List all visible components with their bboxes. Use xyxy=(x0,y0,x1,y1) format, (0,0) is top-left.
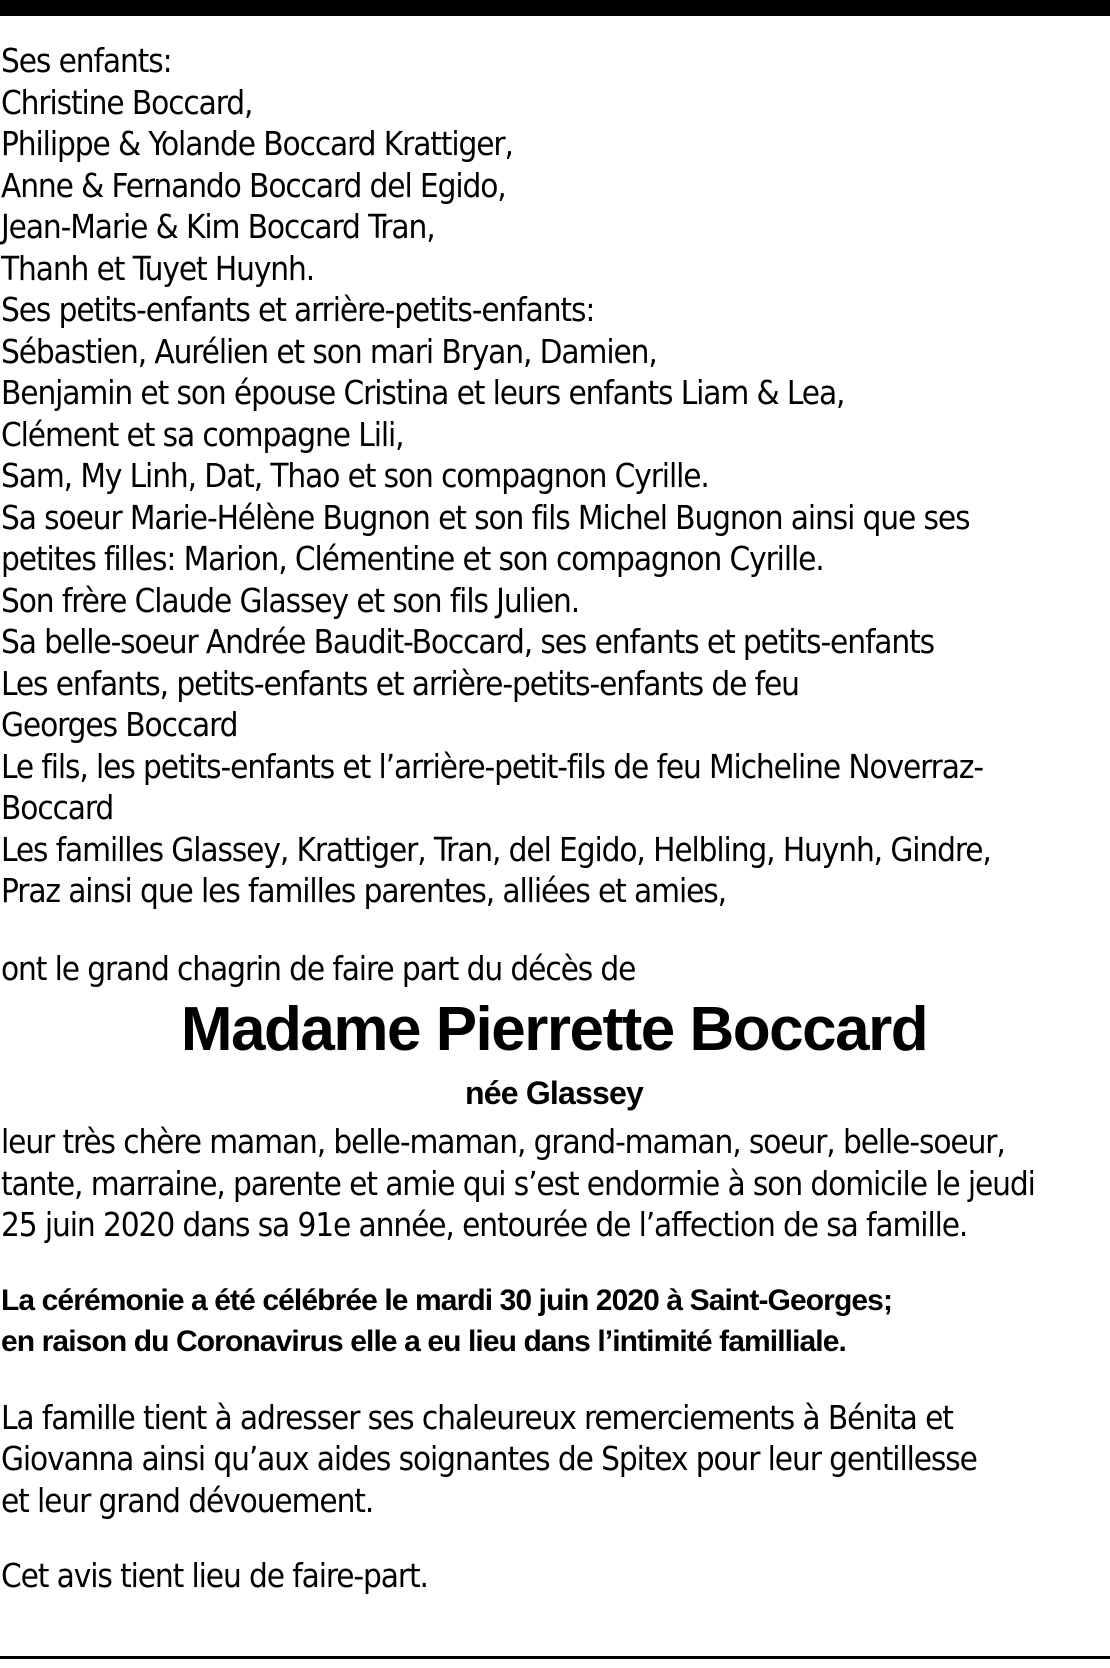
thanks-line: La famille tient à adresser ses chaleureux remerciements à Bénita et xyxy=(1,1397,953,1437)
spacer xyxy=(1,912,1107,948)
bottom-border-rule xyxy=(0,1656,1110,1659)
family-line: Anne & Fernando Boccard del Egido, xyxy=(1,165,506,205)
family-line: Clément et sa compagne Lili, xyxy=(1,414,404,454)
family-line: petites filles: Marion, Clémentine et son compagnon Cyrille. xyxy=(1,539,824,578)
announcement-intro: ont le grand chagrin de faire part du décès de xyxy=(1,948,636,988)
ceremony-line: en raison du Coronavirus elle a eu lieu dans l’intimité familliale. xyxy=(1,1325,846,1358)
family-line: Ses petits-enfants et arrière-petits-enfants: xyxy=(1,290,595,329)
description-line: tante, marraine, parente et amie qui s’est endormie à son domicile le jeudi xyxy=(1,1163,1035,1203)
family-line: Georges Boccard xyxy=(1,705,238,744)
family-line: Philippe & Yolande Boccard Krattiger, xyxy=(1,124,513,163)
obituary-notice xyxy=(1,40,1107,1597)
family-line: Les enfants, petits-enfants et arrière-petits-enfants de feu xyxy=(1,663,799,703)
top-border-rule xyxy=(0,0,1110,16)
description-line: 25 juin 2020 dans sa 91e année, entourée de l’affection de sa famille. xyxy=(1,1205,968,1244)
thanks-paragraph xyxy=(1,1397,1107,1522)
family-line: Les familles Glassey, Krattiger, Tran, del Egido, Helbling, Huynh, Gindre, xyxy=(1,829,991,869)
family-line: Son frère Claude Glassey et son fils Julien. xyxy=(1,580,580,620)
ceremony-line: La cérémonie a été célébrée le mardi 30 juin 2020 à Saint-Georges; xyxy=(1,1283,893,1317)
family-line: Boccard xyxy=(1,788,114,827)
family-line: Sa belle-soeur Andrée Baudit-Boccard, ses enfants et petits-enfants xyxy=(1,622,935,661)
family-line: Sébastien, Aurélien et son mari Bryan, Damien, xyxy=(1,331,657,371)
family-line: Jean-Marie & Kim Boccard Tran, xyxy=(1,207,435,246)
closing-note xyxy=(1,1555,1107,1597)
family-line: Praz ainsi que les familles parentes, alliées et amies, xyxy=(1,871,726,910)
family-line: Ses enfants: xyxy=(1,41,172,80)
thanks-line: et leur grand dévouement. xyxy=(1,1480,374,1520)
family-line: Christine Boccard, xyxy=(1,82,253,122)
family-line: Le fils, les petits-enfants et l’arrière-petit-fils de feu Micheline Noverraz- xyxy=(1,746,983,786)
deceased-name: Madame Pierrette Boccard xyxy=(180,995,928,1064)
family-line: Sa soeur Marie-Hélène Bugnon et son fils Michel Bugnon ainsi que ses xyxy=(1,497,970,537)
thanks-line: Giovanna ainsi qu’aux aides soignantes de Spitex pour leur gentillesse xyxy=(1,1439,977,1478)
family-list xyxy=(1,40,1107,912)
ceremony-notice xyxy=(1,1280,1107,1363)
description-line: leur très chère maman, belle-maman, grand-maman, soeur, belle-soeur, xyxy=(1,1122,1005,1161)
deceased-description xyxy=(1,1121,1107,1246)
closing-line: Cet avis tient lieu de faire-part. xyxy=(1,1556,428,1595)
maiden-name: née Glassey xyxy=(465,1075,643,1111)
family-line: Benjamin et son épouse Cristina et leurs enfants Liam & Lea, xyxy=(1,373,845,412)
family-line: Thanh et Tuyet Huynh. xyxy=(1,248,315,288)
family-line: Sam, My Linh, Dat, Thao et son compagnon Cyrille. xyxy=(1,456,709,495)
